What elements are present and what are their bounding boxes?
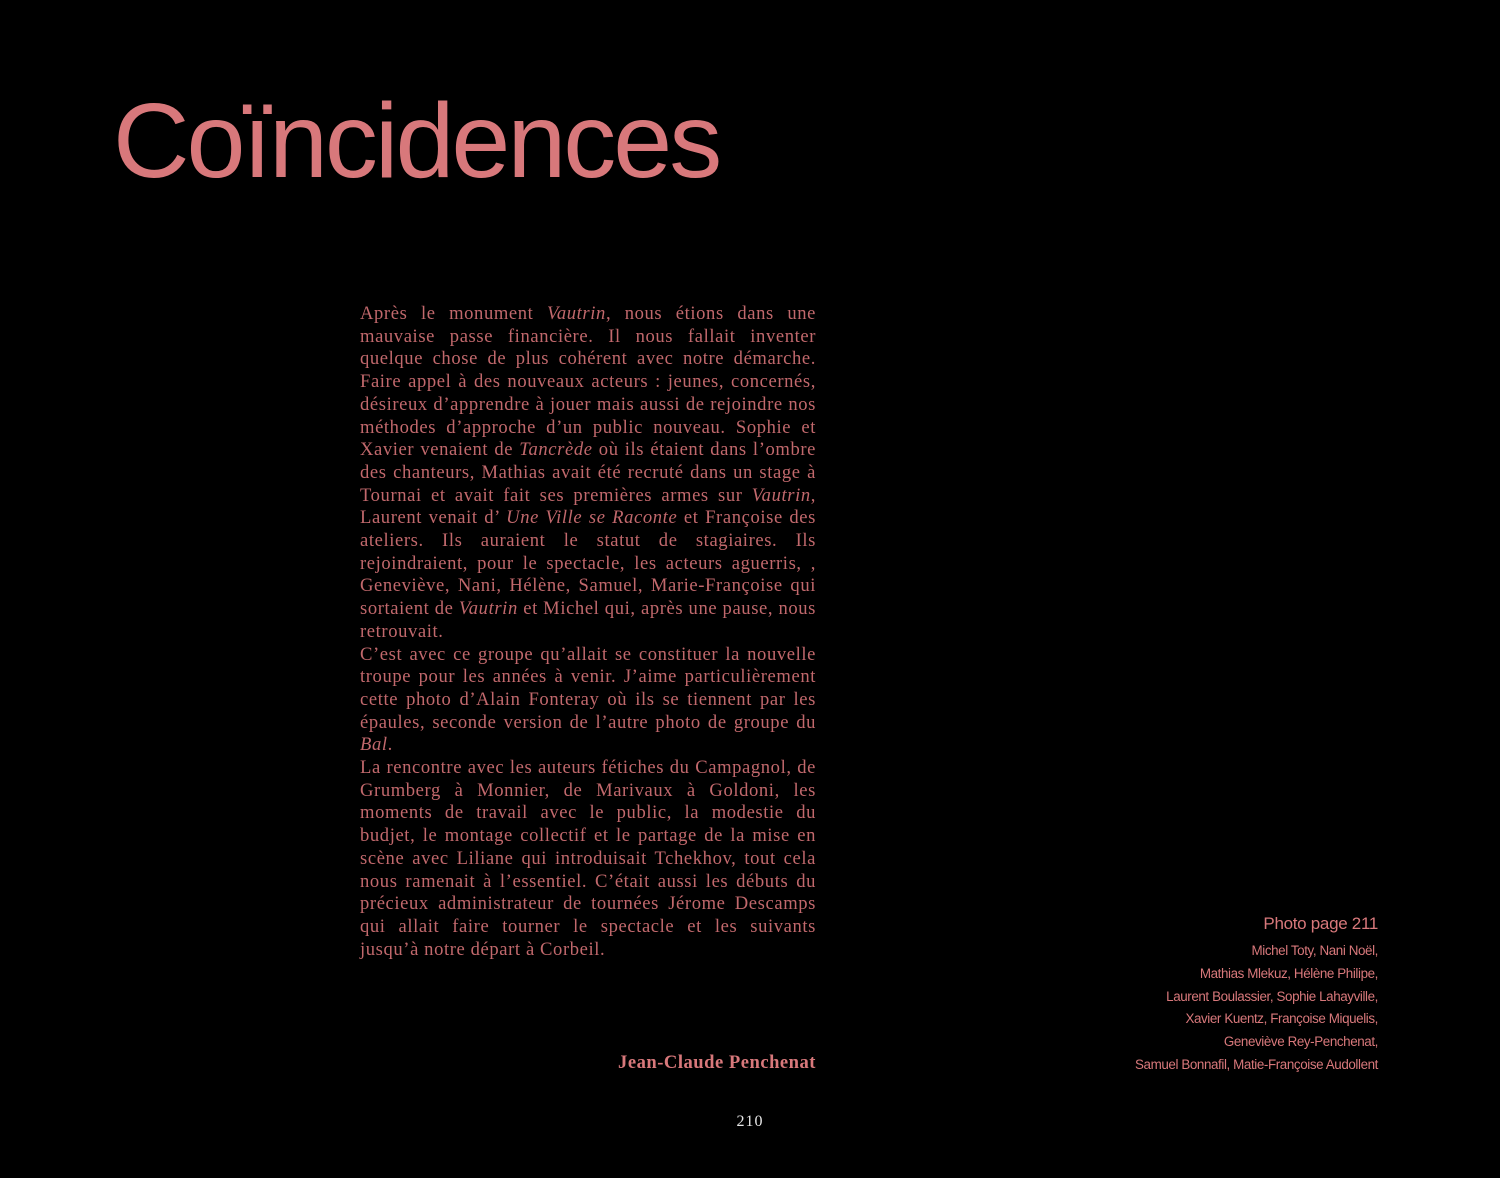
caption-names (1058, 940, 1378, 1077)
title-reference: Tancrède (519, 439, 593, 461)
paragraph-2: C’est avec ce groupe qu’allait se constituer la nouvelle troupe pour les années à venir. J’aime particulièrement cette photo d’Alain Fonteray où ils se tiennent par les épaules, seconde version de l’autre photo de groupe du Bal. (360, 643, 816, 756)
caption-title: Photo page 211 (1263, 914, 1378, 933)
page-title: Coïncidences (113, 82, 720, 200)
paragraph-1: Après le monument Vautrin, nous étions dans une mauvaise passe financière. Il nous fallait inventer quelque chose de plus cohérent avec notre démarche. Faire appel à des nouveaux acteurs : jeunes, concernés, désireux d’apprendre à jouer mais aussi de rejoindre nos méthodes d’approche d’un public nouveau. Sophie et Xavier venaient de Tancrède où ils étaient dans l’ombre des chanteurs, Mathias avait été recruté dans un stage à Tournai et avait fait ses premières armes sur Vautrin, Laurent venait d’ Une Ville se Raconte et Françoise des ateliers. Ils auraient le statut de stagiaires. Ils rejoindraient, pour le spectacle, les acteurs aguerris, , Geneviève, Nani, Hélène, Samuel, Marie-Françoise qui sortaient de Vautrin et Michel qui, après une pause, nous retrouvait. (360, 303, 817, 642)
caption-line: Xavier Kuentz, Françoise Miquelis, (1185, 1011, 1378, 1027)
title-reference: Une Ville se Raconte (506, 507, 678, 529)
photo-caption (1058, 912, 1378, 1077)
title-reference: Vautrin (458, 598, 518, 620)
caption-line: Geneviève Rey-Penchenat, (1223, 1034, 1378, 1050)
caption-line: Mathias Mlekuz, Hélène Philipe, (1199, 965, 1378, 981)
title-reference: Vautrin (751, 484, 811, 506)
paragraph-3: La rencontre avec les auteurs fétiches du Campagnol, de Grumberg à Monnier, de Marivaux à Goldoni, les moments de travail avec le public, la modestie du budjet, le montage collectif et le partage de la mise en scène avec Liliane qui introduisait Tchekhov, tout cela nous ramenait à l’essentiel. C’était aussi les débuts du précieux administrateur de tournées Jérome Descamps qui allait faire tourner le spectacle et les suivants jusqu’à notre départ à Corbeil. (360, 757, 816, 960)
page-number: 210 (736, 1113, 764, 1130)
caption-line: Samuel Bonnafil, Matie-Françoise Audollent (1135, 1056, 1378, 1072)
title-reference: Bal (360, 734, 388, 756)
caption-line: Michel Toty, Nani Noël, (1251, 943, 1378, 958)
author-signature: Jean-Claude Penchenat (618, 1052, 816, 1073)
caption-line: Laurent Boulassier, Sophie Lahayville, (1166, 988, 1378, 1004)
title-reference: Vautrin (546, 303, 606, 324)
body-text (360, 303, 816, 961)
